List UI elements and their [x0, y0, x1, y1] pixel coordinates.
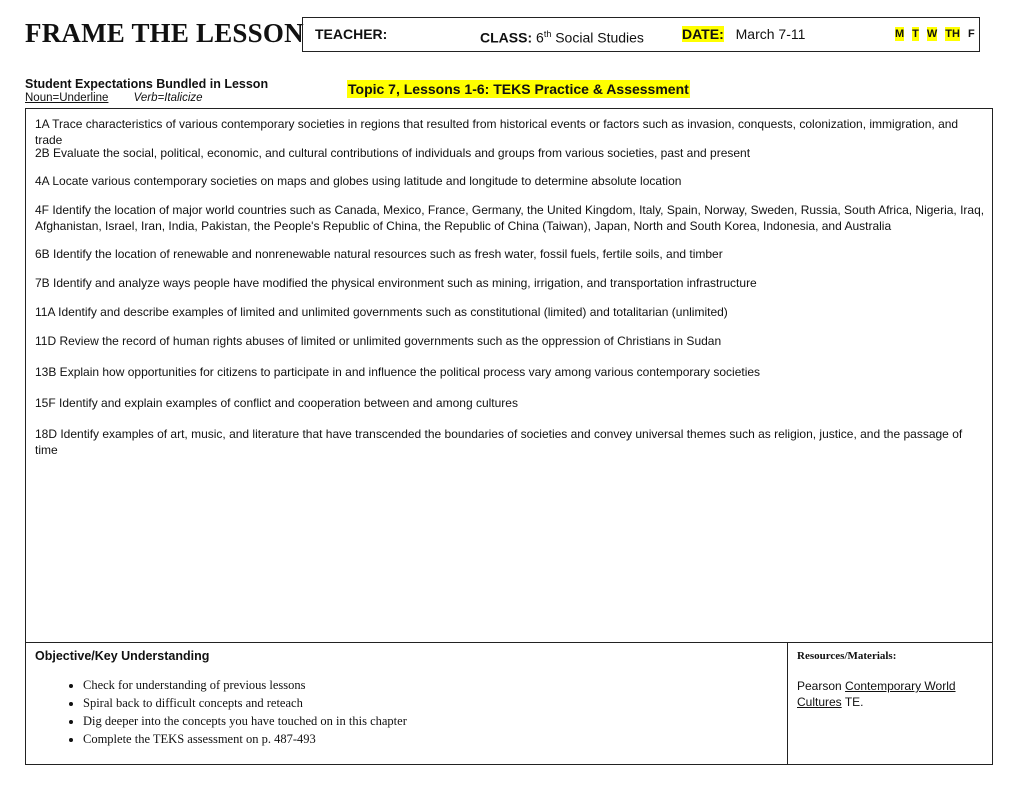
- resource-book-title: Contemporary World Cultures: [797, 679, 956, 709]
- standard-item: 15F Identify and explain examples of conflict and cooperation between and among cultures: [35, 396, 518, 410]
- resource-edition: TE.: [844, 695, 864, 709]
- day-friday: F: [967, 28, 975, 40]
- objective-resources-section: [25, 642, 993, 765]
- noun-legend: Noun=Underline: [25, 92, 109, 104]
- class-grade-suffix: th: [543, 29, 552, 39]
- standard-item: 6B Identify the location of renewable and nonrenewable natural resources such as fresh water, fossil fuels, fertile soils, and timber: [35, 247, 723, 261]
- standards-box: [25, 108, 993, 643]
- date-value: March 7-11: [735, 26, 806, 42]
- list-item: • Check for understanding of previous lessons: [83, 676, 407, 694]
- class-subject: Social Studies: [555, 29, 644, 46]
- resources-text: [797, 678, 977, 710]
- objective-title: Objective/Key Understanding: [35, 649, 210, 663]
- resources-title: Resources/Materials:: [797, 650, 897, 662]
- teacher-label: TEACHER:: [315, 26, 388, 42]
- standard-item: 7B Identify and analyze ways people have modified the physical environment such as mining, irrigation, and transportation infrastructure: [35, 276, 757, 290]
- topic-title: Topic 7, Lessons 1-6: TEKS Practice & Assessment: [348, 81, 689, 97]
- day-wednesday: W: [926, 28, 938, 40]
- resource-publisher: Pearson: [797, 679, 842, 693]
- date-field: [682, 18, 805, 51]
- list-item: • Spiral back to difficult concepts and reteach: [83, 694, 407, 712]
- day-thursday: TH: [945, 28, 960, 40]
- page-title: FRAME THE LESSON: [25, 18, 304, 48]
- standard-item: 11D Review the record of human rights abuses of limited or unlimited governments such as the oppression of Christians in Sudan: [35, 334, 722, 348]
- standard-item: 11A Identify and describe examples of limited and unlimited governments such as constitutional (limited) and totalitarian (unlimited): [35, 305, 728, 319]
- standard-item: 4A Locate various contemporary societies on maps and globes using latitude and longitude to determine absolute location: [35, 174, 682, 188]
- weekday-selector: [895, 18, 983, 51]
- standard-item: 13B Explain how opportunities for citizens to participate in and influence the political process vary among various contemporary societies: [35, 365, 761, 379]
- class-field: [480, 18, 644, 55]
- objective-list: [59, 676, 407, 748]
- class-grade: 6: [536, 29, 544, 46]
- standard-item: 18D Identify examples of art, music, and literature that have transcended the boundaries of societies and convey universal themes such as religion, justice, and the passage of time: [35, 427, 963, 457]
- date-label: DATE:: [682, 26, 724, 42]
- lesson-header-box: [302, 17, 980, 52]
- class-label: CLASS:: [480, 29, 533, 46]
- day-monday: M: [895, 28, 905, 40]
- formatting-legend: [25, 92, 203, 104]
- list-item: • Dig deeper into the concepts you have touched on in this chapter: [83, 712, 407, 730]
- standard-item: 1A Trace characteristics of various contemporary societies in regions that resulted from historical events or factors such as invasion, conquests, colonization, immigration, and trade: [35, 117, 959, 147]
- standard-item: 4F Identify the location of major world countries such as Canada, Mexico, France, Germany, the United Kingdom, Italy, Spain, Norway, Sweden, Russia, South Africa, Nigeria, Iraq, Afghanistan, Israel, Iran, India, Pakistan, the People's Republic of China, the Republic of China (Taiwan), Japan, North and South Korea, Indonesia, and Australia: [35, 203, 985, 233]
- verb-legend: Verb=Italicize: [133, 92, 203, 104]
- list-item: • Complete the TEKS assessment on p. 487-493: [83, 730, 407, 748]
- day-tuesday: T: [912, 28, 919, 40]
- expectations-heading: Student Expectations Bundled in Lesson: [25, 77, 269, 91]
- objective-panel: [26, 643, 788, 764]
- standard-item: 2B Evaluate the social, political, economic, and cultural contributions of individuals and groups from various societies, past and present: [35, 146, 751, 160]
